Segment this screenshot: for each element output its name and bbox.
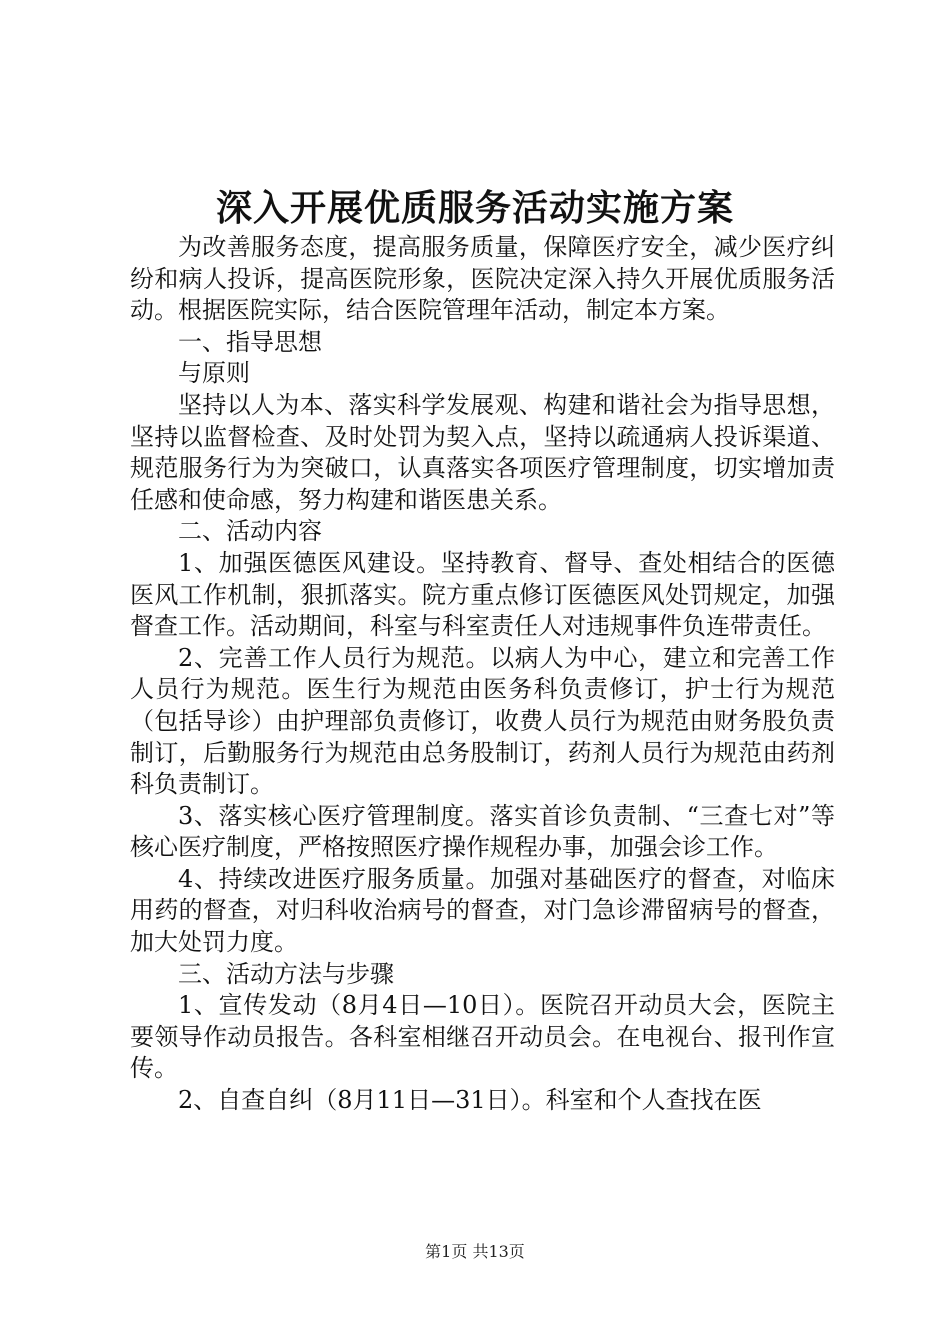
heading-guiding-thought: 一、指导思想	[178, 327, 322, 356]
heading-activity-content: 二、活动内容	[178, 517, 322, 546]
paragraph-step-1: 1、宣传发动（8月4日—10日）。医院召开动员大会，医院主要领导作动员报告。各科室相继召开动员会。在电视台、报刊作宣传。	[130, 991, 835, 1083]
heading-methods-steps: 三、活动方法与步骤	[178, 959, 394, 988]
paragraph-step-2: 2、自查自纠（8月11日—31日）。科室和个人查找在医	[178, 1086, 762, 1115]
paragraph-item-4: 4、持续改进医疗服务质量。加强对基础医疗的督查，对临床用药的督查，对归科收治病号的督查，对门急诊滞留病号的督查，加大处罚力度。	[130, 864, 835, 957]
page-number-footer: 第1页 共13页	[425, 1242, 525, 1261]
document-title: 深入开展优质服务活动实施方案	[215, 187, 734, 229]
heading-principles: 与原则	[178, 359, 250, 388]
paragraph-guiding-thought: 坚持以人为本、落实科学发展观、构建和谐社会为指导思想，坚持以监督检查、及时处罚为契入点，坚持以疏通病人投诉渠道、规范服务行为为突破口，认真落实各项医疗管理制度，切实增加责任感和使命感，努力构建和谐医患关系。	[130, 390, 835, 514]
paragraph-item-3: 3、落实核心医疗管理制度。落实首诊负责制、“三查七对”等核心医疗制度，严格按照医疗操作规程办事，加强会诊工作。	[130, 801, 835, 862]
document-body	[130, 232, 835, 1117]
paragraph-item-1: 1、加强医德医风建设。坚持教育、督导、查处相结合的医德医风工作机制，狠抓落实。院方重点修订医德医风处罚规定，加强督查工作。活动期间，科室与科室责任人对违规事件负连带责任。	[130, 548, 835, 641]
paragraph-item-2: 2、完善工作人员行为规范。以病人为中心，建立和完善工作人员行为规范。医生行为规范由医务科负责修订，护士行为规范（包括导诊）由护理部负责修订，收费人员行为规范由财务股负责制订，后勤服务行为规范由总务股制订，药剂人员行为规范由药剂科负责制订。	[130, 643, 835, 799]
paragraph-intro: 为改善服务态度，提高服务质量，保障医疗安全，减少医疗纠纷和病人投诉，提高医院形象，医院决定深入持久开展优质服务活动。根据医院实际，结合医院管理年活动，制定本方案。	[130, 233, 835, 325]
